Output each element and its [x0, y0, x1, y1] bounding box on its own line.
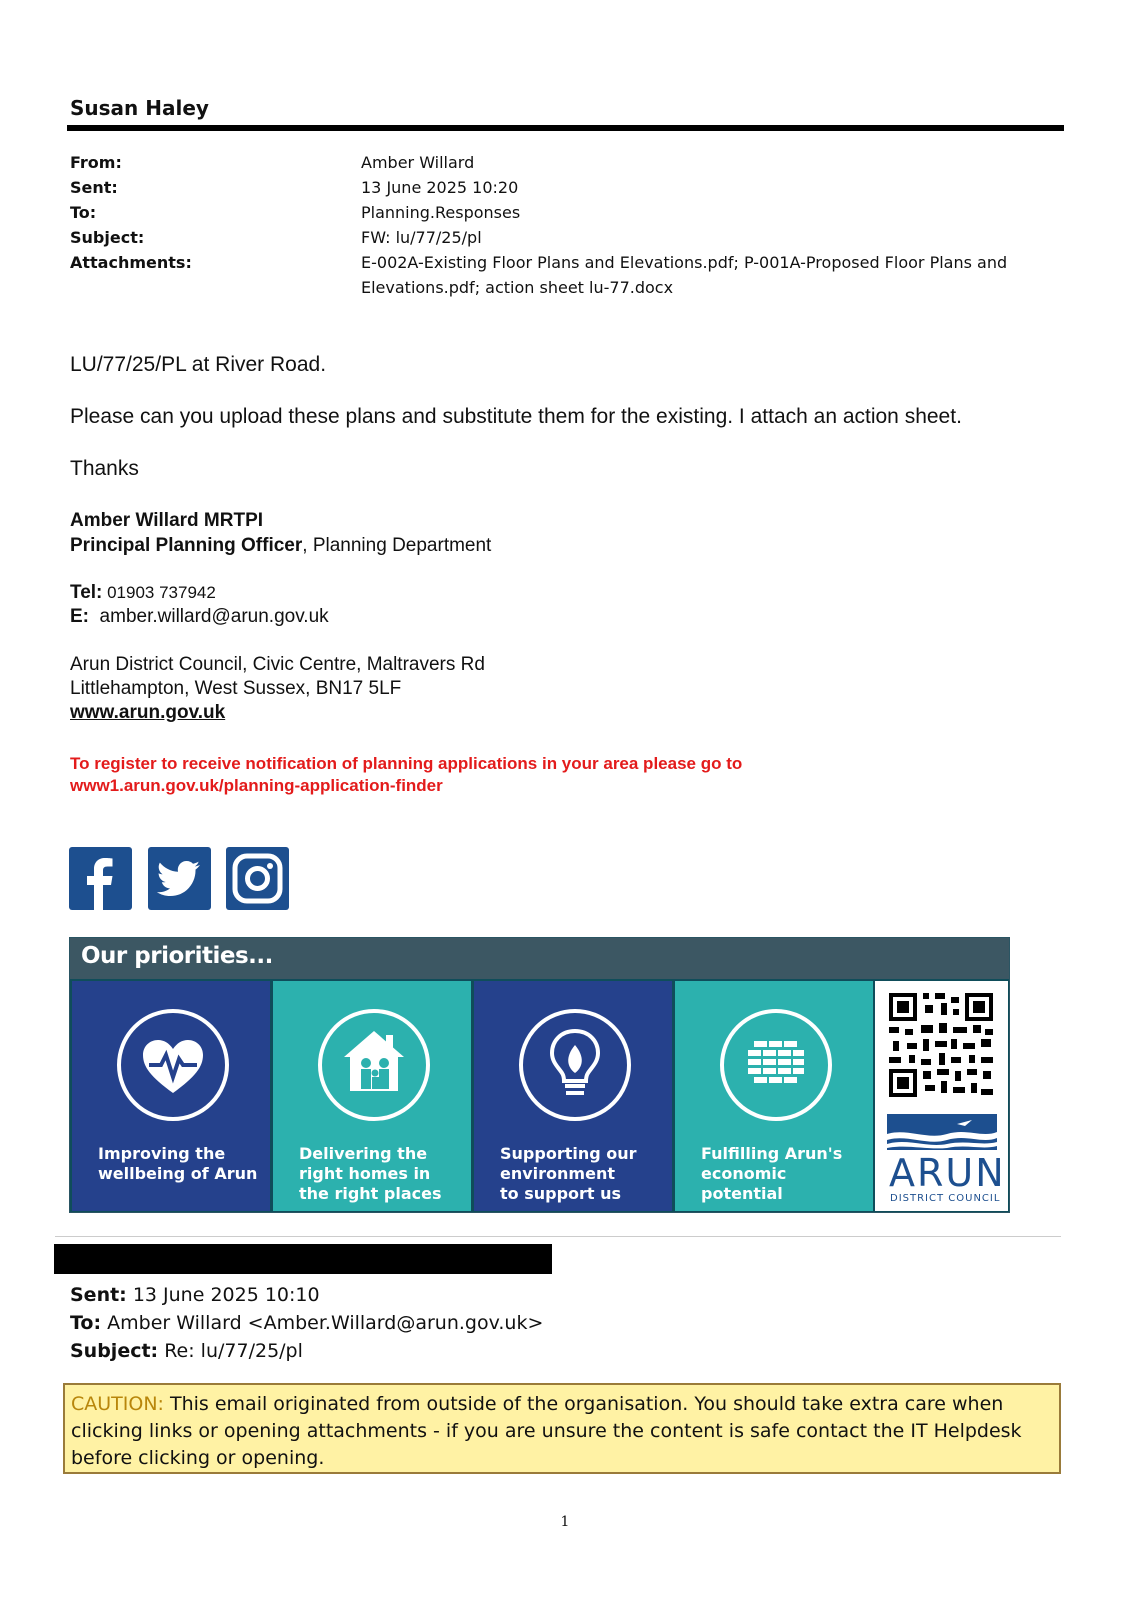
- banner-header: [70, 938, 1009, 979]
- arun-logo-panel: [875, 981, 1008, 1211]
- address-line-2: Littlehampton, West Sussex, BN17 5LF: [70, 678, 402, 699]
- priority-card-wellbeing: [72, 981, 270, 1211]
- arun-wave-logo-icon: [887, 1114, 997, 1150]
- caution-banner: [63, 1383, 1061, 1474]
- caution-message: This email originated from outside of the organisation. You should take extra care when clicking links or opening attachments - if you are unsure the content is safe contact the IT Helpdesk before clicking or opening.: [71, 1393, 1022, 1469]
- sent-value: 13 June 2025 10:20: [361, 178, 519, 197]
- lightbulb-leaf-icon: [519, 1009, 631, 1121]
- from-label: From:: [70, 153, 122, 172]
- attachments-value-line1: E-002A-Existing Floor Plans and Elevations.pdf; P-001A-Proposed Floor Plans and: [361, 253, 1008, 272]
- email-link[interactable]: amber.willard@arun.gov.uk: [89, 606, 329, 627]
- signature-role-line: [70, 534, 491, 558]
- priority-caption-line: economic potential: [701, 1164, 787, 1203]
- heart-pulse-icon: [117, 1009, 229, 1121]
- priority-caption-line: the right places: [299, 1184, 442, 1203]
- page-number: 1: [560, 1514, 570, 1530]
- subject-value: FW: lu/77/25/pl: [361, 228, 482, 247]
- subject-label: Subject:: [70, 228, 145, 247]
- qr-code-icon[interactable]: [885, 989, 997, 1101]
- priorities-banner: [69, 937, 1010, 1213]
- message-line-2: Please can you upload these plans and substitute them for the existing. I attach an action sheet.: [70, 405, 962, 428]
- forwarded-to-line: [70, 1312, 543, 1334]
- arun-logo-wordmark: ARUN: [889, 1151, 1006, 1195]
- email-label: E:: [70, 606, 89, 627]
- signature-name: Amber Willard MRTPI: [70, 510, 264, 531]
- to-label: To:: [70, 203, 97, 222]
- address-line-1: Arun District Council, Civic Centre, Maltravers Rd: [70, 654, 485, 675]
- attachments-label: Attachments:: [70, 253, 192, 272]
- brick-wall-icon: [720, 1009, 832, 1121]
- forwarded-subject-label: Subject:: [70, 1340, 159, 1362]
- priority-caption: [299, 1144, 469, 1204]
- forwarded-sent-label: Sent:: [70, 1284, 127, 1306]
- caution-label: CAUTION:: [71, 1393, 164, 1415]
- caution-text: [71, 1391, 1056, 1472]
- forwarded-to-value: Amber Willard <Amber.Willard@arun.gov.uk>: [101, 1312, 544, 1334]
- signature-role: Principal Planning Officer: [70, 535, 303, 556]
- to-value: Planning.Responses: [361, 203, 521, 222]
- priority-caption-line: Improving the: [98, 1144, 226, 1163]
- forwarded-to-label: To:: [70, 1312, 102, 1334]
- forwarded-subject-value: Re: lu/77/25/pl: [158, 1340, 303, 1362]
- tel-value: 01903 737942: [102, 583, 216, 602]
- priority-card-homes: [273, 981, 471, 1211]
- document-owner-name: Susan Haley: [70, 96, 209, 120]
- priority-card-economy: [675, 981, 873, 1211]
- sent-label: Sent:: [70, 178, 118, 197]
- priority-caption-line: to support us: [500, 1184, 622, 1203]
- notification-notice-link[interactable]: www1.arun.gov.uk/planning-application-finder: [70, 776, 443, 795]
- message-line-1: LU/77/25/PL at River Road.: [70, 353, 327, 376]
- header-rule: [67, 125, 1064, 131]
- banner-title: Our priorities...: [81, 943, 273, 969]
- signature-tel-line: [70, 581, 216, 605]
- priority-caption-line: right homes in: [299, 1164, 431, 1183]
- facebook-icon[interactable]: [69, 847, 132, 910]
- instagram-icon[interactable]: [226, 847, 289, 910]
- attachments-value-line2: Elevations.pdf; action sheet lu-77.docx: [361, 278, 674, 297]
- priority-card-environment: [474, 981, 672, 1211]
- forwarded-sent-value: 13 June 2025 10:10: [126, 1284, 320, 1306]
- redaction-bar: [54, 1244, 552, 1274]
- priority-caption-line: wellbeing of Arun: [98, 1164, 258, 1183]
- tel-label: Tel:: [70, 582, 103, 603]
- signature-dept: , Planning Department: [302, 535, 492, 556]
- priority-caption: [98, 1144, 268, 1184]
- house-family-icon: [318, 1009, 430, 1121]
- signature-email-line: [70, 605, 329, 629]
- notification-notice-line-1: To register to receive notification of planning applications in your area please go to: [70, 754, 743, 773]
- priority-caption-line: Fulfilling Arun's: [701, 1144, 843, 1163]
- message-divider: [55, 1236, 1061, 1237]
- forwarded-subject-line: [70, 1340, 303, 1362]
- priority-caption: [500, 1144, 670, 1204]
- priority-caption-line: Supporting our: [500, 1144, 637, 1163]
- twitter-icon[interactable]: [148, 847, 211, 910]
- priority-caption-line: Delivering the: [299, 1144, 428, 1163]
- forwarded-sent-line: [70, 1284, 320, 1306]
- message-line-3: Thanks: [70, 457, 139, 480]
- priority-caption: [701, 1144, 871, 1204]
- from-value: Amber Willard: [361, 153, 475, 172]
- arun-logo-subtitle: DISTRICT COUNCIL: [890, 1193, 1001, 1204]
- priority-caption-line: environment: [500, 1164, 615, 1183]
- website-link[interactable]: www.arun.gov.uk: [70, 702, 226, 723]
